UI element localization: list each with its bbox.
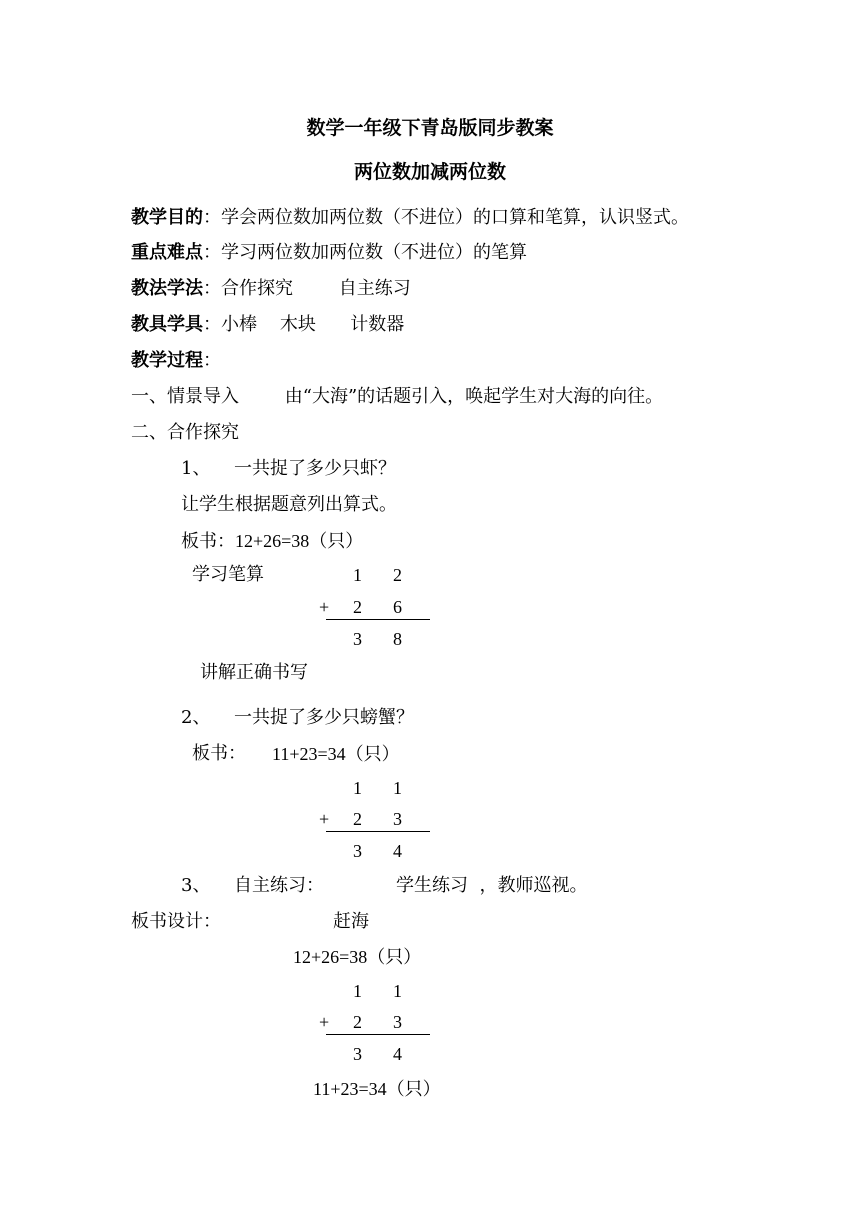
calc-top-tens: 1 xyxy=(353,565,362,585)
document-title: 数学一年级下青岛版同步教案 xyxy=(306,117,554,139)
meta-method xyxy=(131,277,411,301)
meta-label: 教具学具 xyxy=(131,314,203,335)
step3-text: 学生练习 ，教师巡视。 xyxy=(396,875,588,896)
step2-board-equation: 11+23=34（只） xyxy=(272,744,400,764)
step1-board xyxy=(181,529,363,554)
calc-result-ones: 4 xyxy=(393,841,402,861)
calc-result-tens: 3 xyxy=(353,629,362,649)
meta-sep: ： xyxy=(203,207,221,228)
calc-top-tens: 1 xyxy=(353,981,362,1001)
step1-instruction: 让学生根据题意列出算式。 xyxy=(181,494,397,515)
calc-result-ones: 8 xyxy=(393,629,402,649)
meta-sep: ： xyxy=(203,314,221,335)
meta-label: 重点难点 xyxy=(131,242,203,263)
meta-label: 教学目的 xyxy=(131,207,203,228)
calc-sum-line xyxy=(326,831,430,832)
meta-sep: ： xyxy=(203,350,221,371)
meta-label: 教法学法 xyxy=(131,278,203,299)
step2-board-label: 板书： xyxy=(192,743,246,764)
meta-text: 学会两位数加两位数（不进位）的口算和笔算，认识竖式。 xyxy=(221,207,689,228)
calc-bottom-ones: 6 xyxy=(393,597,402,617)
board-equation: 12+26=38（只） xyxy=(235,531,364,551)
calc-result-tens: 3 xyxy=(353,1044,362,1064)
board-design-equation-2: 11+23=34（只） xyxy=(313,1079,441,1099)
meta-text: 合作探究 自主练习 xyxy=(221,278,411,299)
section-explore: 二、合作探究 xyxy=(131,422,239,443)
board-design-topic: 赶海 xyxy=(333,911,369,932)
step1-note: 讲解正确书写 xyxy=(200,662,308,683)
step2-number: 2、 xyxy=(181,707,211,728)
step2-question: 一共捉了多少只螃蟹？ xyxy=(234,707,414,728)
meta-process xyxy=(131,349,221,373)
calc-top-ones: 1 xyxy=(393,981,402,1001)
meta-tools xyxy=(131,313,404,337)
calc-bottom-tens: 2 xyxy=(353,597,362,617)
calc-plus-sign: + xyxy=(319,1012,330,1032)
step3-label: 自主练习： xyxy=(234,875,324,896)
calc-result-ones: 4 xyxy=(393,1044,402,1064)
step1-number: 1、 xyxy=(181,458,211,479)
meta-focus xyxy=(131,241,527,265)
meta-sep: ： xyxy=(203,278,221,299)
calc-bottom-tens: 2 xyxy=(353,809,362,829)
meta-sep: ： xyxy=(203,242,221,263)
calc-plus-sign: + xyxy=(319,809,330,829)
section-intro: 一、情景导入 由“大海”的话题引入，唤起学生对大海的向往。 xyxy=(131,386,664,407)
calc-bottom-ones: 3 xyxy=(393,809,402,829)
calc-bottom-ones: 3 xyxy=(393,1012,402,1032)
document-subtitle: 两位数加减两位数 xyxy=(353,161,506,183)
board-design-label: 板书设计： xyxy=(131,911,221,932)
meta-text: 小棒 木块 计数器 xyxy=(221,314,405,335)
calc-top-ones: 1 xyxy=(393,778,402,798)
calc-bottom-tens: 2 xyxy=(353,1012,362,1032)
step1-written-label: 学习笔算 xyxy=(192,564,264,585)
calc-top-tens: 1 xyxy=(353,778,362,798)
board-label: 板书： xyxy=(181,531,235,552)
calc-top-ones: 2 xyxy=(393,565,402,585)
calc-plus-sign: + xyxy=(319,597,330,617)
calc-sum-line xyxy=(326,1034,430,1035)
board-design-equation-1: 12+26=38（只） xyxy=(293,947,422,967)
meta-text: 学习两位数加两位数（不进位）的笔算 xyxy=(221,242,527,263)
calc-sum-line xyxy=(326,619,430,620)
calc-result-tens: 3 xyxy=(353,841,362,861)
meta-label: 教学过程 xyxy=(131,350,203,371)
meta-purpose xyxy=(131,206,689,230)
step1-question: 一共捉了多少只虾？ xyxy=(234,458,396,479)
step3-number: 3、 xyxy=(181,875,211,896)
